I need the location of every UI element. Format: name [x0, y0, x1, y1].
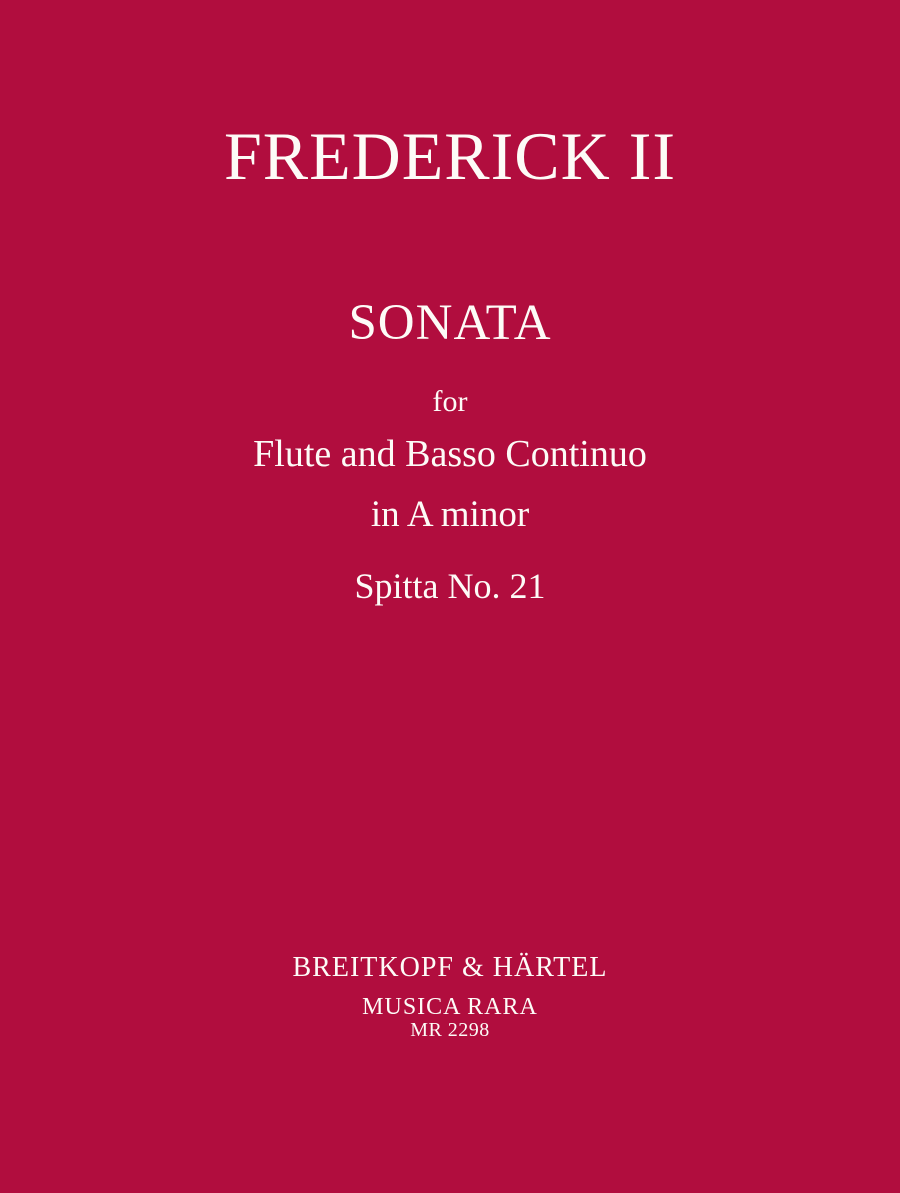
instrumentation-text: Flute and Basso Continuo: [253, 433, 647, 475]
publisher-name: BREITKOPF & HÄRTEL: [292, 952, 608, 983]
plate-number: MR 2298: [410, 1019, 490, 1041]
preposition-text: for: [432, 385, 468, 418]
composer-name: FREDERICK II: [223, 118, 677, 194]
key-text: in A minor: [370, 494, 530, 535]
imprint-name: MUSICA RARA: [362, 994, 538, 1020]
work-title: SONATA: [348, 295, 552, 351]
catalogue-number: Spitta No. 21: [354, 566, 546, 606]
